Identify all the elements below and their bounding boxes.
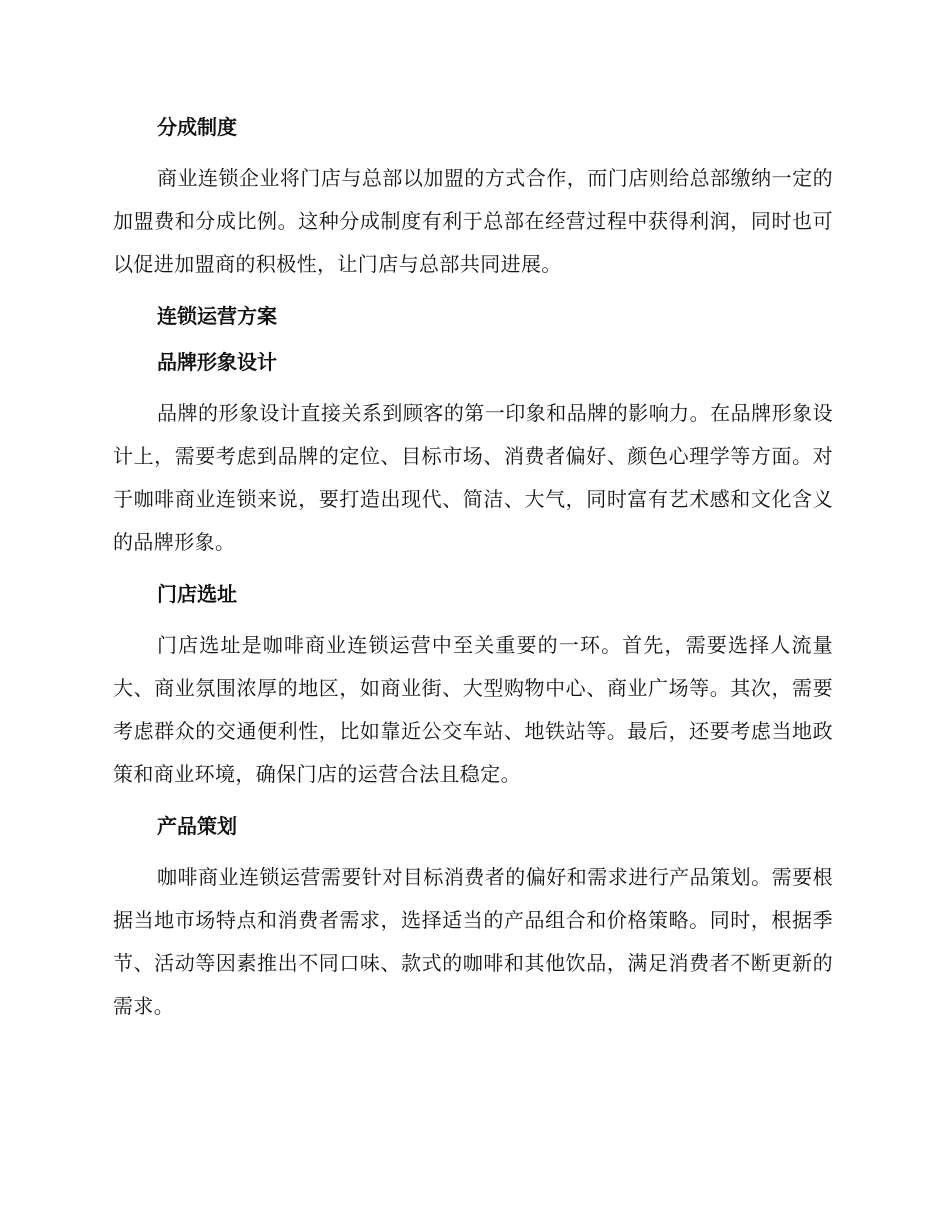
section-paragraph-store-location: 门店选址是咖啡商业连锁运营中至关重要的一环。首先，需要选择人流量大、商业氛围浓厚的地区，如商业街、大型购物中心、商业广场等。其次，需要考虑群众的交通便利性，比如靠近公交车站、地铁站等。最后，还要考虑当地政策和商业环境，确保门店的运营合法且稳定。 bbox=[113, 633, 833, 786]
section-paragraph-revenue-sharing: 商业连锁企业将门店与总部以加盟的方式合作，而门店则给总部缴纳一定的加盟费和分成比例。这种分成制度有利于总部在经营过程中获得利润，同时也可以促进加盟商的积极性，让门店与总部共同进展。 bbox=[113, 166, 833, 276]
section-paragraph-brand-image: 品牌的形象设计直接关系到顾客的第一印象和品牌的影响力。在品牌形象设计上，需要考虑到品牌的定位、目标市场、消费者偏好、颜色心理学等方面。对于咖啡商业连锁来说，要打造出现代、简洁、大气，同时富有艺术感和文化含义的品牌形象。 bbox=[113, 401, 833, 554]
section-paragraph-product-planning: 咖啡商业连锁运营需要针对目标消费者的偏好和需求进行产品策划。需要根据当地市场特点和消费者需求，选择适当的产品组合和价格策略。同时，根据季节、活动等因素推出不同口味、款式的咖啡和其他饮品，满足消费者不断更新的需求。 bbox=[113, 865, 833, 1018]
section-heading-revenue-sharing: 分成制度 bbox=[157, 115, 237, 139]
section-heading-brand-image: 品牌形象设计 bbox=[157, 350, 277, 374]
section-heading-chain-operation: 连锁运营方案 bbox=[157, 304, 277, 328]
section-heading-product-planning: 产品策划 bbox=[157, 814, 237, 838]
section-heading-store-location: 门店选址 bbox=[157, 582, 237, 606]
document-page bbox=[113, 111, 833, 1042]
